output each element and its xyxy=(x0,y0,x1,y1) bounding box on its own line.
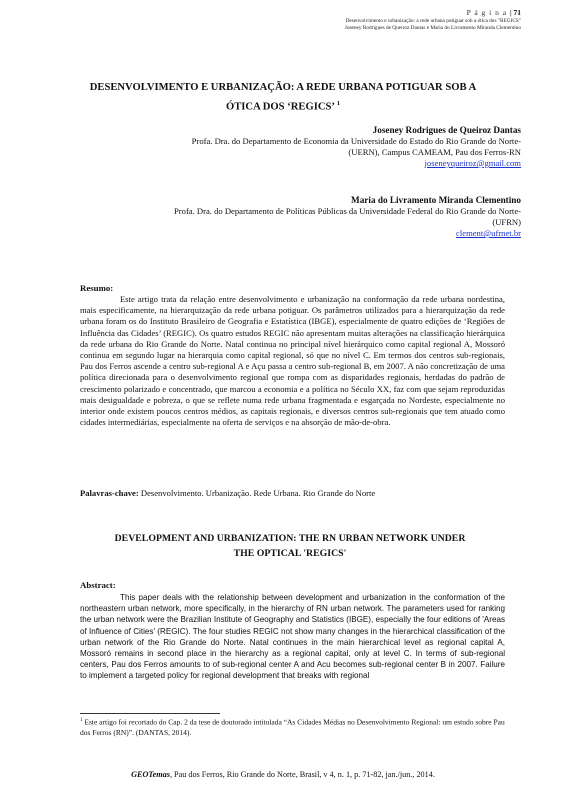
running-header-authors: Joseney Rodrigues de Queiroz Dantas e Maria do Livramento Miranda Clementino xyxy=(344,24,521,31)
page-label: P á g i n a xyxy=(466,8,508,17)
running-header xyxy=(181,18,521,31)
abstract-body: This paper deals with the relationship between development and urbanization in the conformation of the northeastern urban network, more specifically, in the hierarchy of RN urban network. The parameters used for ranking the urban network were the Brazilian Institute of Geography and Statistics (IBGE), especially the four editions of 'Areas of Influence of Cities' (REGIC). The four studies REGIC not show many changes in the hierarchical classification of the urban network of the Rio Grande do Norte. Natal continues in the main hierarchical level as regional capital A, Mossoró remains in second place in the hierarchy as a regional capital, only at level C. In terms of sub-regional centers, Pau dos Ferros amounts to of sub-regional center A and Acu becomes sub-regional center B in 2007. Failure to implement a targeted policy for regional development that breaks with regional xyxy=(80,593,505,681)
author-email-link[interactable]: clement@ufrnet.br xyxy=(456,228,521,238)
page-number xyxy=(467,8,521,17)
author-affiliation: Profa. Dra. do Departamento de Economia da Universidade do Estado do Rio Grande do Norte- xyxy=(191,136,521,146)
author-block-2 xyxy=(91,195,521,239)
author-name: Maria do Livramento Miranda Clementino xyxy=(351,195,521,205)
author-affiliation-cont: (UFRN) xyxy=(492,217,521,227)
resumo-text xyxy=(80,294,505,428)
footnote-mark: 1 xyxy=(80,718,83,723)
abstract-text xyxy=(80,592,505,682)
paper-title-line2: ÓTICA DOS ‘REGICS’ xyxy=(225,101,335,113)
footnote xyxy=(80,716,505,738)
paper-title xyxy=(60,80,506,116)
running-header-title: Desenvolvimento e urbanização: a rede urbana potiguar sob a ótica dos "REGICS" xyxy=(345,18,521,24)
abstract-heading: Abstract: xyxy=(80,580,116,590)
english-title xyxy=(70,531,510,561)
author-block-1 xyxy=(91,125,521,169)
resumo-body: Este artigo trata da relação entre desenvolvimento e urbanização na conformação da rede urbana nordestina, mais especificamente, na hierarquização da rede urbana potiguar. Os parâmetros utilizados para a hierarquização da rede urbana foram os do Instituto Brasileiro de Geografia e Estatística (IBGE), especialmente de quatro edições de ‘Regiões de Influência das Cidades’ (REGIC). Os quatro estudos REGIC não apresentam muitas alterações na classificação hierárquica da rede urbana do Rio Grande do Norte. Natal continua no principal nível hierárquico como capital regional A, Mossoró continua em segundo lugar na hierarquia como capital regional, só que no nível C. Em termos dos centros sub-regionais, Pau dos Ferros ascende a centro sub-regional A e Açu passa a centro sub-regional B, em 2007. A não concretização de uma política direcionada para o desenvolvimento regional que rompa com as disparidades regionais, herdadas do padrão de crescimento polarizado e concentrado, que marcou a economia e a política no Século XX, faz com que sejam reproduzidas mais desigualdade e pobreza, o que se reflete numa rede urbana fragmentada e esgarçada no Nordeste, especialmente no interior onde existem poucos centros médios, as capitais regionais, e diversos centros sub-regionais que tem atuado como cidades intermediárias, especialmente na oferta de serviços e na absorção de mão-de-obra. xyxy=(80,294,505,428)
journal-details: , Pau dos Ferros, Rio Grande do Norte, Brasil, v 4, n. 1, p. 71-82, jan./jun., 2014. xyxy=(169,770,435,779)
author-name: Joseney Rodrigues de Queiroz Dantas xyxy=(372,125,521,135)
resumo-heading: Resumo: xyxy=(80,283,114,293)
english-title-line1: DEVELOPMENT AND URBANIZATION: THE RN URBAN NETWORK UNDER xyxy=(114,533,466,544)
title-footnote-mark: 1 xyxy=(336,100,341,107)
journal-citation xyxy=(0,770,566,779)
keywords xyxy=(80,488,505,498)
author-affiliation-cont: (UERN), Campus CAMEAM, Pau dos Ferros-RN xyxy=(348,147,521,157)
journal-name: GEOTemas xyxy=(131,770,170,779)
english-title-line2: THE OPTICAL 'REGICS' xyxy=(233,548,347,559)
paper-title-line1: DESENVOLVIMENTO E URBANIZAÇÃO: A REDE URBANA POTIGUAR SOB A xyxy=(89,82,477,93)
author-email-link[interactable]: joseneyqueiroz@gmail.com xyxy=(424,158,521,168)
keywords-list: Desenvolvimento. Urbanização. Rede Urbana. Rio Grande do Norte xyxy=(140,488,376,498)
footnote-divider xyxy=(80,713,220,714)
footnote-text: Este artigo foi recortado do Cap. 2 da tese de doutorado intitulada “As Cidades Médias no Desenvolvimento Regional: um estudo sobre Pau dos Ferros (RN)”. (DANTAS, 2014). xyxy=(80,717,505,737)
page-number-value: | 71 xyxy=(509,8,521,17)
keywords-label: Palavras-chave: xyxy=(80,488,139,498)
author-affiliation: Profa. Dra. do Departamento de Políticas Públicas da Universidade Federal do Rio Grande do Norte- xyxy=(174,206,521,216)
